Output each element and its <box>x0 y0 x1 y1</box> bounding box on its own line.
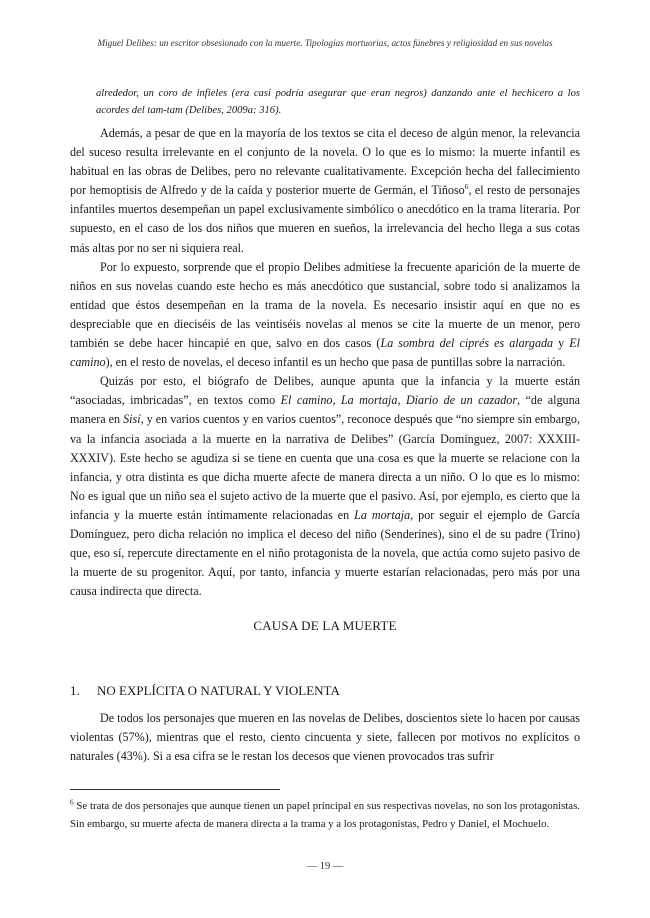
paragraph-text: , “de alguna manera en <box>70 393 581 427</box>
block-quote: alrededor, un coro de infieles (era casi podría asegurar que eran negros) danzando ante el hechicero a los acordes del tam-tam (Delibes, 2009a: 316). <box>96 88 580 116</box>
paragraph-text: Además, a pesar de que en la mayoría de los textos se cita el deceso de algún menor, la relevancia del suceso resulta irrelevante en el conjunto de la novela. O lo que es lo mismo: la muerte infantil es habitual en las obras de Delibes, pero no relevante cualitativamente. Excepción hecha del fallecimiento por hemoptisis de Alfredo y de la caída y posterior muerte de Germán, el Tiñoso <box>70 126 580 198</box>
paragraph-text: y <box>553 336 570 351</box>
footnote <box>70 797 580 833</box>
paragraph-4: De todos los personajes que mueren en las novelas de Delibes, doscientos siete lo hacen por causas violentas (57%), mientras que el resto, ciento cincuenta y siete, fallecen por motivos no explícitos o naturales (43%). Si a esa cifra se le restan los decesos que vienen provocados tras sufrir <box>70 711 580 764</box>
section-heading: CAUSA DE LA MUERTE <box>253 618 397 633</box>
footnote-reference[interactable]: 6 <box>464 182 469 192</box>
subsection-heading <box>70 683 580 699</box>
paragraph-text: , <box>332 393 341 408</box>
book-title: La mortaja <box>354 507 411 522</box>
paragraph-text: , el resto de personajes infantiles muertos desempeñan un papel exclusivamente simbólico o anecdótico en la trama literaria. Por supuesto, en el caso de los dos niños que mueren en sueños, la irrelevancia del hecho llega a sus cotas más altas por no ser ni siquiera real. <box>70 183 581 255</box>
paragraph-text: , por seguir el ejemplo de García Domínguez, pero dicha relación no implica el deceso del niño (Senderines), sino el de su padre (Trino) que, eso sí, repercute directamente en el niño protagonista de la novela, que actúa como sujeto pasivo de la muerte de su progenitor. Aquí, por tanto, infancia y muerte estarían relacionadas, pero más por una causa indirecta que directa. <box>70 507 580 599</box>
book-title: Diario de un cazador <box>405 393 518 408</box>
book-title: La sombra del ciprés es alargada <box>380 336 554 351</box>
paragraph-text: , <box>397 393 406 408</box>
paragraph-text: Quizás por esto, el biógrafo de Delibes, aunque apunta que la infancia y la muerte están “asociadas, imbricadas”, en textos como <box>70 374 580 408</box>
book-title: El camino <box>280 393 333 408</box>
running-header: Miguel Delibes: un escritor obsesionado con la muerte. Tipologías mortuorias, actos fúnebres y religiosidad en sus novelas <box>97 38 553 48</box>
subsection-number: 1. <box>70 683 80 698</box>
book-title: La mortaja <box>340 393 398 408</box>
book-title: El camino <box>70 336 581 370</box>
section-text <box>70 709 580 766</box>
book-title: Sisí <box>123 412 141 427</box>
paragraph-3 <box>70 372 580 601</box>
paragraph-text: ), en el resto de novelas, el deceso infantil es un hecho que pasa de puntillas sobre la narración. <box>105 355 566 370</box>
subsection-title: NO EXPLÍCITA O NATURAL Y VIOLENTA <box>97 683 340 698</box>
main-text <box>70 124 580 601</box>
footnote-mark: 6 <box>70 798 74 807</box>
paragraph-2 <box>70 258 580 373</box>
paragraph-text: Por lo expuesto, sorprende que el propio Delibes admitiese la frecuente aparición de la muerte de niños en sus novelas cuando este hecho es más anecdótico que sustancial, sobre todo si analizamos la entidad que éstos desempeñan en la trama de la novela. Es necesario insistir aquí en que no es despreciable que en dieciséis de las veintiséis novelas al menos se cite la muerte de un menor, pero también se debe hacer hincapié en que, salvo en dos casos ( <box>70 259 580 351</box>
paragraph-text: , y en varios cuentos y en varios cuentos”, reconoce después que “no siempre sin embargo, va la infancia asociada a la muerte en la narrativa de Delibes” (García Domínguez, 2007: XXXIII-XXXIV). Este hecho se agudiza si se tiene en cuenta que una cosa es que la muerte se relacione con la infancia, y otra distinta es que dicha muerte afecte de manera directa a un niño. O lo que es lo mismo: No es igual que un niño sea el sujeto activo de la muerte que el pasivo. Así, por ejemplo, es cierto que la infancia y la muerte están íntimamente relacionadas en <box>70 412 581 522</box>
page-number: — 19 — <box>306 861 344 872</box>
paragraph-1 <box>70 124 580 258</box>
footnote-divider <box>70 789 280 790</box>
footnote-text: Se trata de dos personajes que aunque tienen un papel principal en sus respectivas novelas, no son los protagonistas. Sin embargo, su muerte afecta de manera directa a la trama y a los protagonistas, Pedro y Daniel, el Mochuelo. <box>70 800 580 830</box>
